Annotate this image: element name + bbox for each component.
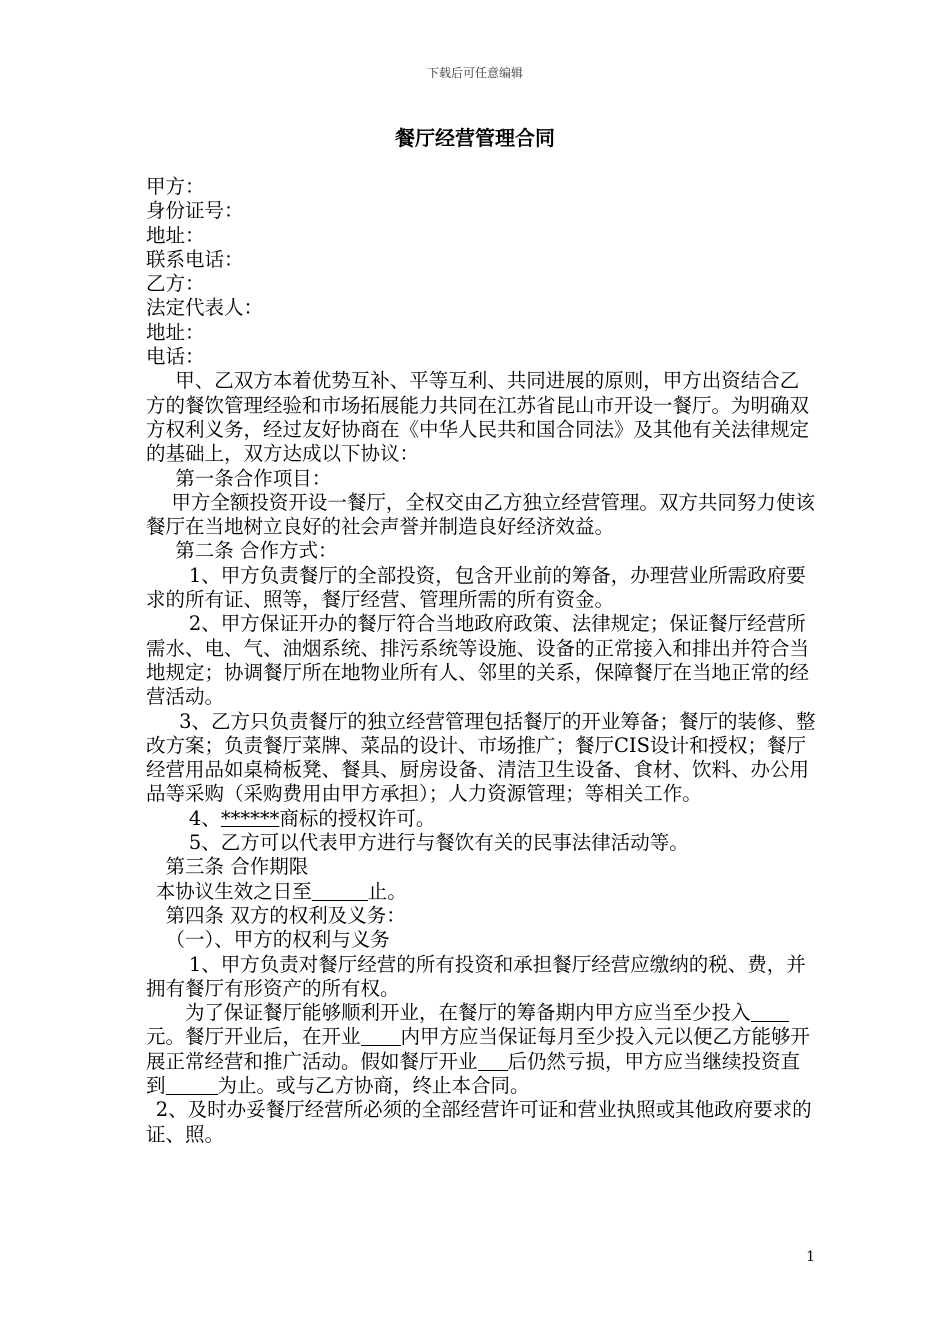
term-prefix: 本协议生效之日至 xyxy=(155,879,312,903)
section-1-heading: （一）、甲方的权利与义务 xyxy=(165,928,390,952)
item-4-suffix: 商标的授权许可。 xyxy=(279,806,436,830)
investment-seg-3: 内甲方应当保证每月至少投入元以便乙方能够开展正常经营和推广活动。假如餐厅开业 xyxy=(146,1025,811,1073)
investment-seg-1: 为了保证餐厅能够顺利开业，在餐厅的筹备期内甲方应当至少投入 xyxy=(185,1001,751,1025)
continue-until-blank xyxy=(166,1076,218,1095)
party-b-field: 乙方： xyxy=(146,272,205,296)
contract-body xyxy=(146,175,818,1147)
preamble-paragraph: 甲、乙双方本着优势互补、平等互利、共同进展的原则，甲方出资结合乙方的餐饮管理经验和市场拓展能力共同在江苏省昆山市开设一餐厅。为明确双方权利义务，经过友好协商在《中华人民共和国合同法》及其他有关法律规定的基础上，双方达成以下协议： xyxy=(146,369,810,466)
address-b-field: 地址： xyxy=(146,320,205,344)
opening-period-blank xyxy=(361,1027,401,1046)
address-a-field: 地址： xyxy=(146,223,205,247)
legal-rep-field: 法定代表人： xyxy=(146,296,264,320)
article-4-heading: 第四条 双方的权利及义务： xyxy=(165,903,406,927)
id-number-field: 身份证号： xyxy=(146,199,244,223)
investment-seg-4: 后仍然亏损，甲方应当继续投资直到 xyxy=(146,1049,801,1097)
party-a-field: 甲方： xyxy=(146,175,205,198)
article-3-text xyxy=(146,880,818,904)
article-2-heading: 第二条 合作方式： xyxy=(175,539,338,563)
investment-seg-5: 为止。或与乙方协商，终止本合同。 xyxy=(217,1073,530,1097)
section-1-item-2: 2、及时办妥餐厅经营所必须的全部经营许可证和营业执照或其他政府要求的证、照。 xyxy=(146,1098,812,1146)
article-3-heading: 第三条 合作期限 xyxy=(165,855,309,879)
article-1-heading: 第一条合作项目： xyxy=(175,466,332,490)
section-1-item-1: 1、甲方负责对餐厅经营的所有投资和承担餐厅经营应缴纳的税、费，并拥有餐厅有形资产的所有权。 xyxy=(146,952,806,1000)
investment-seg-2: 元。餐厅开业后，在开业 xyxy=(146,1025,361,1049)
term-suffix: 止。 xyxy=(367,879,407,903)
page-number: 1 xyxy=(806,1249,815,1265)
term-end-blank xyxy=(312,882,368,901)
article-2-item-4 xyxy=(146,807,818,831)
initial-investment-blank xyxy=(751,1003,789,1022)
article-1-text: 甲方全额投资开设一餐厅，全权交由乙方独立经营管理。双方共同努力使该餐厅在当地树立良好的社会声誉并制造良好经济效益。 xyxy=(146,490,815,539)
article-2-item-3: 3、乙方只负责餐厅的独立经营管理包括餐厅的开业筹备；餐厅的装修、整改方案；负责餐厅菜牌、菜品的设计、市场推广；餐厅CIS设计和授权；餐厅经营用品如桌椅板凳、餐具、厨房设备、清洁卫生设备、食材、饮料、办公用品等采购（采购费用由甲方承担）；人力资源管理；等相关工作。 xyxy=(146,709,816,806)
phone-a-field: 联系电话： xyxy=(146,247,244,271)
trademark-placeholder: ****** xyxy=(220,806,280,830)
article-2-item-5: 5、乙方可以代表甲方进行与餐饮有关的民事法律活动等。 xyxy=(188,831,689,855)
article-2-item-1: 1、甲方负责餐厅的全部投资，包含开业前的筹备，办理营业所需政府要求的所有证、照等，餐厅经营、管理所需的所有资金。 xyxy=(146,563,806,612)
item-4-prefix: 4、 xyxy=(188,806,221,830)
page-header: 下载后可任意编辑 xyxy=(426,66,523,80)
investment-paragraph xyxy=(146,1001,818,1098)
phone-b-field: 电话： xyxy=(146,345,205,369)
document-title: 餐厅经营管理合同 xyxy=(395,126,555,150)
article-2-item-2: 2、甲方保证开办的餐厅符合当地政府政策、法律规定；保证餐厅经营所需水、电、气、油烟系统、排污系统等设施、设备的正常接入和排出并符合当地规定；协调餐厅所在地物业所有人、邻里的关系，保障餐厅在当地正常的经营活动。 xyxy=(146,612,810,709)
loss-period-blank xyxy=(478,1052,508,1071)
